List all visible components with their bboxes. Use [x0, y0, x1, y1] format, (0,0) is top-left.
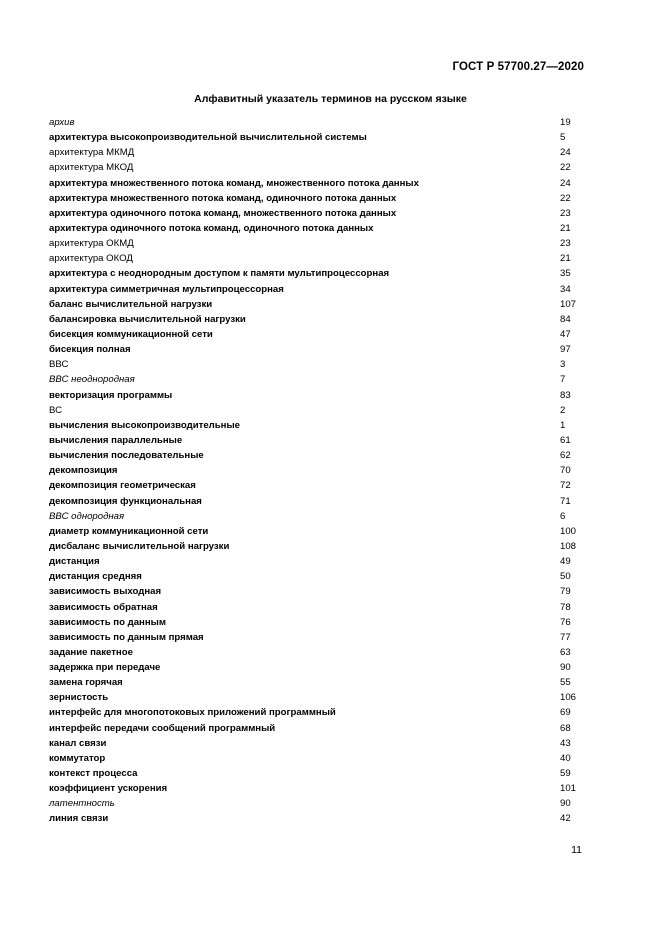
index-page-ref: 61 [560, 434, 571, 446]
index-term: зернистость [49, 692, 109, 704]
index-term: зависимость обратная [49, 601, 158, 613]
index-entry [49, 690, 584, 705]
index-term: ВВС [49, 359, 69, 371]
index-term: ВВС однородная [49, 510, 125, 522]
index-page-ref: 90 [560, 798, 571, 810]
index-entry [49, 191, 584, 206]
index-page-ref: 1 [560, 419, 566, 431]
index-entry [49, 705, 584, 720]
index-entry [49, 600, 584, 615]
index-entry [49, 403, 584, 418]
index-entry [49, 342, 584, 357]
index-entry [49, 130, 584, 145]
index-entry [49, 751, 584, 766]
index-page-ref: 21 [560, 222, 571, 234]
index-page-ref: 55 [560, 677, 571, 689]
index-page-ref: 34 [560, 283, 571, 295]
standard-code: ГОСТ Р 57700.27—2020 [452, 61, 584, 73]
index-page-ref: 5 [560, 132, 566, 144]
index-entry [49, 569, 584, 584]
index-term: архив [49, 117, 75, 128]
index-term: вычисления последовательные [49, 450, 204, 462]
index-term: бисекция полная [49, 344, 131, 356]
index-list [49, 115, 584, 827]
index-term: архитектура симметричная мультипроцессорная [49, 283, 284, 295]
index-entry [49, 372, 584, 387]
index-term: архитектура МКМД [49, 147, 135, 159]
index-entry [49, 766, 584, 781]
index-entry [49, 463, 584, 478]
index-term: бисекция коммуникационной сети [49, 328, 213, 340]
index-page-ref: 68 [560, 722, 571, 734]
index-term: интерфейс передачи сообщений программный [49, 722, 276, 734]
index-page-ref: 71 [560, 495, 571, 507]
index-page-ref: 79 [560, 586, 571, 598]
index-term: архитектура множественного потока команд, одиночного потока данных [49, 192, 397, 204]
index-page-ref: 35 [560, 268, 571, 280]
index-entry [49, 721, 584, 736]
index-term: векторизация программы [49, 389, 173, 401]
index-page-ref: 62 [560, 450, 571, 462]
index-page-ref: 97 [560, 344, 571, 356]
index-page-ref: 84 [560, 313, 571, 325]
index-term: архитектура высокопроизводительной вычислительной системы [49, 132, 367, 144]
index-page-ref: 78 [560, 601, 571, 613]
index-term: диаметр коммуникационной сети [49, 525, 209, 537]
index-entry [49, 251, 584, 266]
index-entry [49, 660, 584, 675]
index-term: архитектура ОКОД [49, 253, 133, 265]
index-page-ref: 50 [560, 571, 571, 583]
index-entry [49, 448, 584, 463]
index-entry [49, 781, 584, 796]
index-term: канал связи [49, 737, 107, 749]
index-term: задание пакетное [49, 646, 133, 658]
index-page-ref: 69 [560, 707, 571, 719]
index-page-ref: 40 [560, 752, 571, 764]
index-term: зависимость выходная [49, 586, 162, 598]
index-entry [49, 554, 584, 569]
index-term: вычисления высокопроизводительные [49, 419, 240, 431]
index-page-ref: 70 [560, 465, 571, 477]
index-entry [49, 418, 584, 433]
index-term: архитектура ОКМД [49, 238, 134, 250]
index-page-ref: 108 [560, 540, 577, 552]
index-entry [49, 630, 584, 645]
index-term: замена горячая [49, 677, 123, 689]
index-page-ref: 76 [560, 616, 571, 628]
index-entry [49, 796, 584, 811]
page-number: 11 [571, 844, 582, 856]
index-page-ref: 100 [560, 525, 577, 537]
index-page-ref: 23 [560, 238, 571, 250]
index-page-ref: 24 [560, 147, 571, 159]
index-term: дистанция средняя [49, 571, 142, 583]
index-entry [49, 584, 584, 599]
index-term: коэффициент ускорения [49, 783, 168, 795]
index-term: ВВС неоднородная [49, 374, 135, 386]
index-term: контекст процесса [49, 768, 138, 780]
index-page-ref: 90 [560, 662, 571, 674]
index-page-ref: 47 [560, 328, 571, 340]
index-term: интерфейс для многопотоковых приложений программный [49, 707, 336, 719]
index-entry [49, 357, 584, 372]
index-entry [49, 206, 584, 221]
index-page-ref: 101 [560, 783, 577, 795]
index-page-ref: 83 [560, 389, 571, 401]
index-page-ref: 72 [560, 480, 571, 492]
index-title: Алфавитный указатель терминов на русском языке [194, 93, 467, 105]
index-page-ref: 7 [560, 374, 566, 386]
index-entry [49, 736, 584, 751]
index-page-ref: 23 [560, 207, 571, 219]
index-entry [49, 327, 584, 342]
index-page-ref: 22 [560, 192, 571, 204]
index-term: дисбаланс вычислительной нагрузки [49, 540, 230, 552]
index-page-ref: 77 [560, 631, 571, 643]
index-term: архитектура с неоднородным доступом к памяти мультипроцессорная [49, 268, 390, 280]
index-entry [49, 297, 584, 312]
index-entry [49, 115, 584, 130]
index-entry [49, 145, 584, 160]
index-entry [49, 524, 584, 539]
index-entry [49, 615, 584, 630]
index-entry [49, 494, 584, 509]
index-page-ref: 6 [560, 510, 566, 522]
index-page-ref: 106 [560, 692, 577, 704]
index-page-ref: 2 [560, 404, 566, 416]
index-page-ref: 107 [560, 298, 577, 310]
index-entry [49, 388, 584, 403]
index-page-ref: 43 [560, 737, 571, 749]
index-entry [49, 236, 584, 251]
index-term: декомпозиция функциональная [49, 495, 202, 507]
index-page-ref: 22 [560, 162, 571, 174]
index-page-ref: 42 [560, 813, 571, 825]
index-term: задержка при передаче [49, 662, 161, 674]
index-term: балансировка вычислительной нагрузки [49, 313, 246, 325]
index-term: зависимость по данным прямая [49, 631, 204, 643]
index-entry [49, 675, 584, 690]
index-term: баланс вычислительной нагрузки [49, 298, 213, 310]
index-term: коммутатор [49, 752, 106, 764]
index-page-ref: 19 [560, 117, 571, 128]
index-term: декомпозиция геометрическая [49, 480, 196, 492]
index-entry [49, 312, 584, 327]
index-entry [49, 160, 584, 175]
index-term: декомпозиция [49, 465, 118, 477]
index-entry [49, 176, 584, 191]
index-entry [49, 509, 584, 524]
index-page-ref: 63 [560, 646, 571, 658]
index-term: архитектура одиночного потока команд, множественного потока данных [49, 207, 397, 219]
index-entry [49, 478, 584, 493]
index-entry [49, 221, 584, 236]
index-term: зависимость по данным [49, 616, 166, 628]
index-term: линия связи [49, 813, 109, 825]
index-entry [49, 539, 584, 554]
index-page-ref: 21 [560, 253, 571, 265]
index-page-ref: 59 [560, 768, 571, 780]
index-page-ref: 49 [560, 556, 571, 568]
index-term: архитектура МКОД [49, 162, 134, 174]
index-entry [49, 266, 584, 281]
index-term: вычисления параллельные [49, 434, 183, 446]
index-term: архитектура одиночного потока команд, одиночного потока данных [49, 222, 374, 234]
index-entry [49, 645, 584, 660]
index-entry [49, 282, 584, 297]
index-term: архитектура множественного потока команд, множественного потока данных [49, 177, 419, 189]
index-page-ref: 3 [560, 359, 566, 371]
index-entry [49, 811, 584, 826]
index-term: латентность [49, 798, 115, 810]
index-term: дистанция [49, 556, 100, 568]
index-entry [49, 433, 584, 448]
index-term: ВС [49, 404, 63, 416]
index-page-ref: 24 [560, 177, 571, 189]
